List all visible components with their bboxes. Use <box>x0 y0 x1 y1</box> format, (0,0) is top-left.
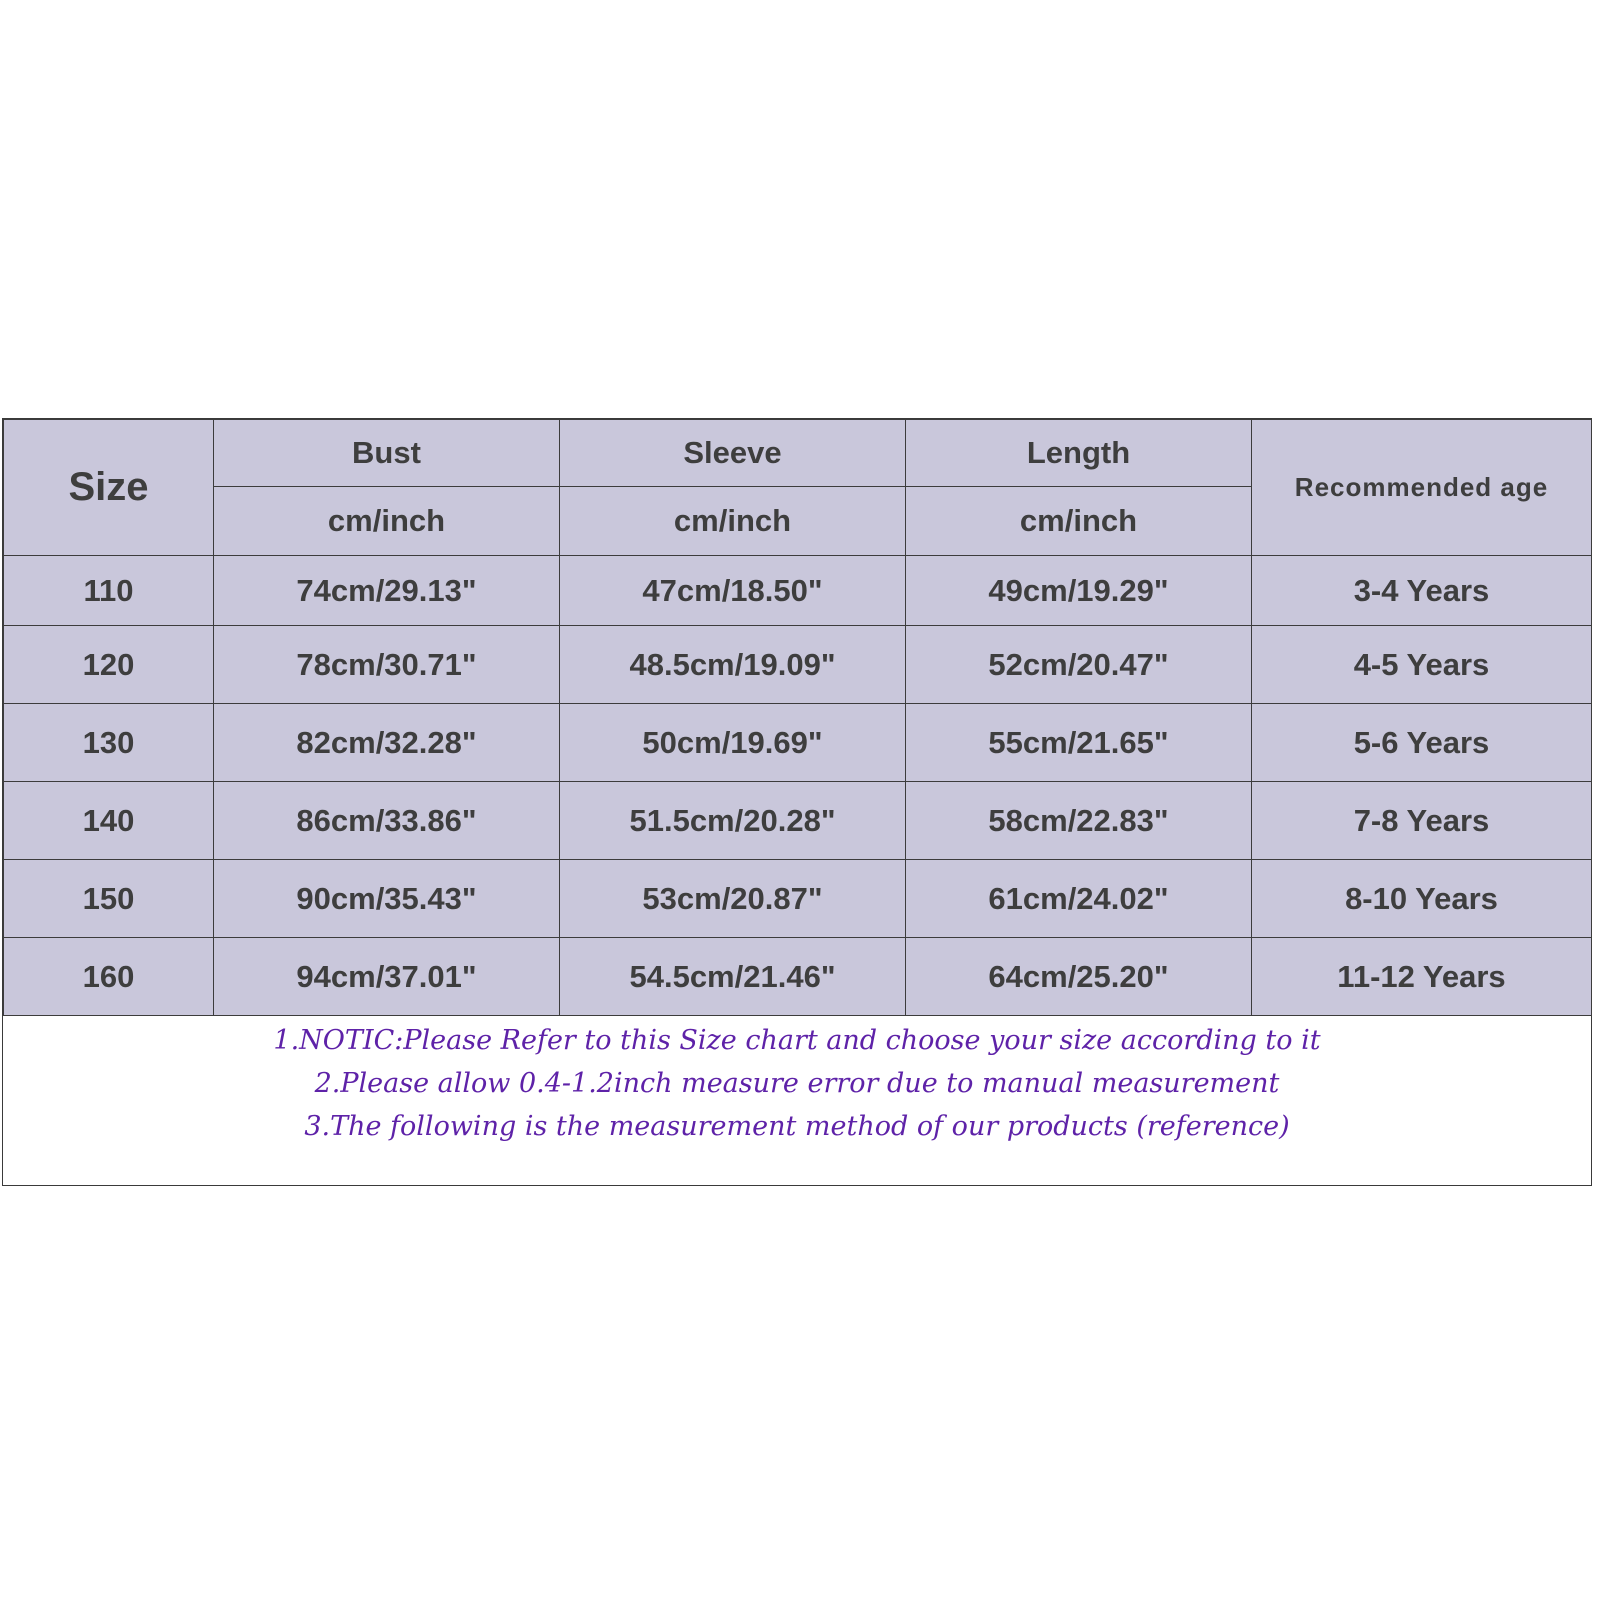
note-line: 1.NOTIC:Please Refer to this Size chart and choose your size according to it <box>273 1025 1321 1056</box>
bust-cell: 94cm/37.01" <box>214 938 560 1016</box>
size-cell: 130 <box>4 704 214 782</box>
sleeve-cell: 51.5cm/20.28" <box>560 782 906 860</box>
length-cell: 64cm/25.20" <box>906 938 1252 1016</box>
age-cell: 8-10 Years <box>1252 860 1592 938</box>
sleeve-cell: 47cm/18.50" <box>560 556 906 626</box>
sleeve-cell: 48.5cm/19.09" <box>560 626 906 704</box>
note-line: 2.Please allow 0.4-1.2inch measure error due to manual measurement <box>314 1068 1280 1099</box>
length-unit-label: cm/inch <box>906 487 1252 556</box>
table-row <box>4 704 1592 782</box>
size-table <box>3 419 1592 1016</box>
bust-unit-label: cm/inch <box>214 487 560 556</box>
size-cell: 110 <box>4 556 214 626</box>
length-cell: 49cm/19.29" <box>906 556 1252 626</box>
length-cell: 55cm/21.65" <box>906 704 1252 782</box>
length-cell: 52cm/20.47" <box>906 626 1252 704</box>
table-row <box>4 860 1592 938</box>
age-cell: 5-6 Years <box>1252 704 1592 782</box>
bust-header: Bust <box>214 420 560 487</box>
bust-cell: 82cm/32.28" <box>214 704 560 782</box>
table-row <box>4 556 1592 626</box>
size-notes <box>3 1019 1591 1148</box>
sleeve-cell: 53cm/20.87" <box>560 860 906 938</box>
length-cell: 61cm/24.02" <box>906 860 1252 938</box>
size-cell: 140 <box>4 782 214 860</box>
size-chart <box>2 418 1592 1186</box>
note-line: 3.The following is the measurement method of our products (reference) <box>304 1111 1290 1142</box>
sleeve-unit-label: cm/inch <box>560 487 906 556</box>
length-header: Length <box>906 420 1252 487</box>
size-cell: 120 <box>4 626 214 704</box>
sleeve-cell: 54.5cm/21.46" <box>560 938 906 1016</box>
table-row <box>4 782 1592 860</box>
size-cell: 150 <box>4 860 214 938</box>
age-cell: 7-8 Years <box>1252 782 1592 860</box>
size-header: Size <box>4 420 214 556</box>
size-cell: 160 <box>4 938 214 1016</box>
header-row <box>4 420 1592 487</box>
bust-cell: 86cm/33.86" <box>214 782 560 860</box>
length-cell: 58cm/22.83" <box>906 782 1252 860</box>
age-cell: 4-5 Years <box>1252 626 1592 704</box>
bust-cell: 90cm/35.43" <box>214 860 560 938</box>
bust-cell: 78cm/30.71" <box>214 626 560 704</box>
age-cell: 11-12 Years <box>1252 938 1592 1016</box>
recommended-age-header: Recommended age <box>1252 420 1592 556</box>
bust-cell: 74cm/29.13" <box>214 556 560 626</box>
age-cell: 3-4 Years <box>1252 556 1592 626</box>
sleeve-header: Sleeve <box>560 420 906 487</box>
table-row <box>4 938 1592 1016</box>
table-row <box>4 626 1592 704</box>
sleeve-cell: 50cm/19.69" <box>560 704 906 782</box>
